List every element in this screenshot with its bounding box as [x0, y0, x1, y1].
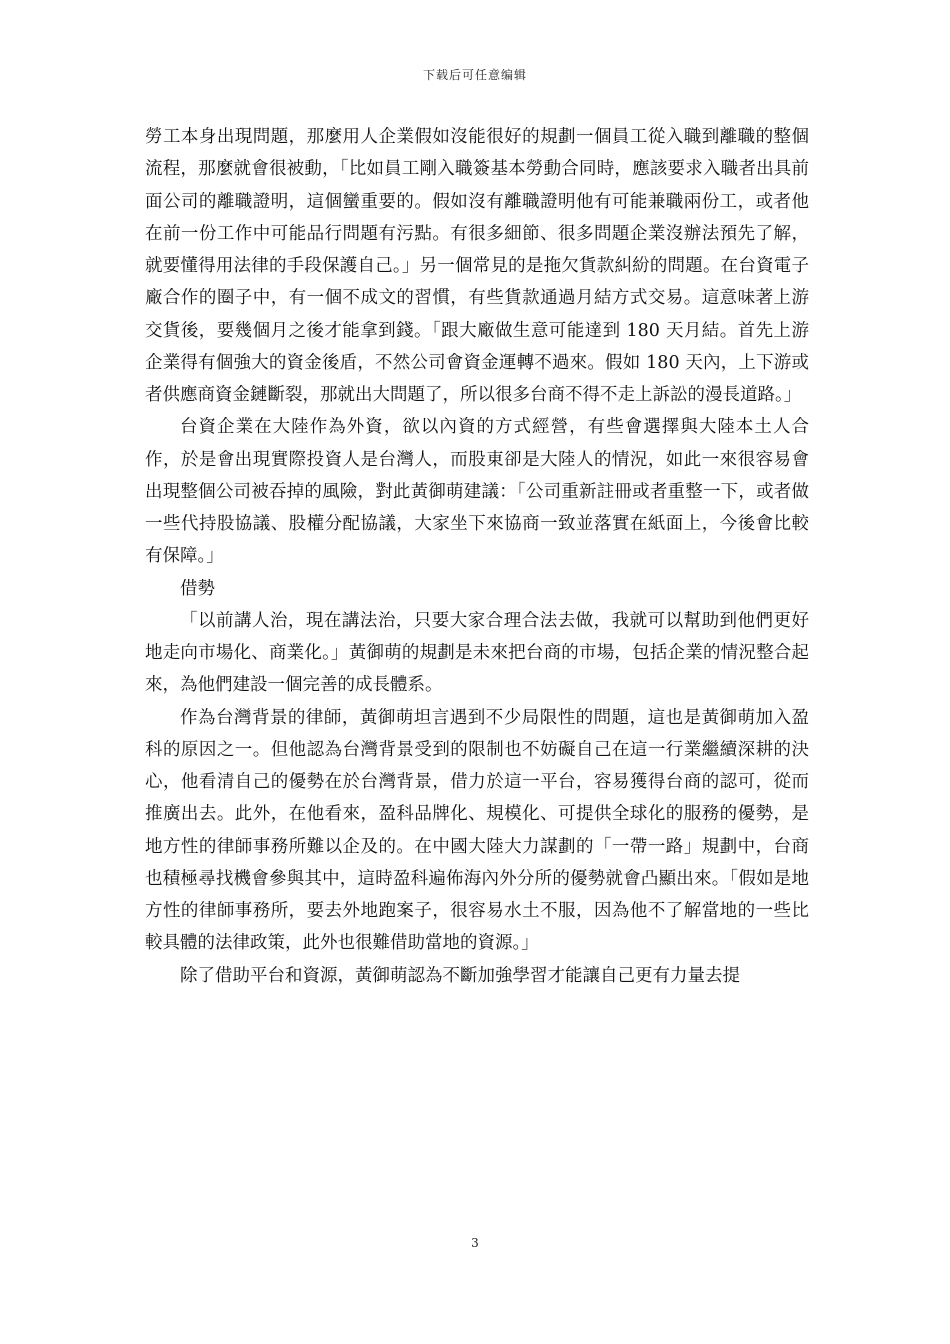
- paragraph-taiwan-background: 作為台灣背景的律師，黃御萌坦言遇到不少局限性的問題，這也是黃御萌加入盈科的原因之一。但他認為台灣背景受到的限制也不妨礙自己在這一行業繼續深耕的決心，他看清自己的優勢在於台灣背景，借力於這一平台，容易獲得台商的認可，從而推廣出去。此外，在他看來，盈科品牌化、規模化、可提供全球化的服務的優勢，是地方性的律師事務所難以企及的。在中國大陸大力謀劃的「一帶一路」規劃中，台商也積極尋找機會參與其中，這時盈科遍佈海內外分所的優勢就會凸顯出來。「假如是地方性的律師事務所，要去外地跑案子，很容易水土不服，因為他不了解當地的一些比較具體的法律政策，此外也很難借助當地的資源。」: [145, 707, 809, 954]
- document-body: [145, 121, 809, 992]
- paragraph-continued: 除了借助平台和資源，黃御萌認為不斷加強學習才能讓自己更有力量去提: [180, 965, 740, 986]
- paragraph-labor-issues: 勞工本身出現問題，那麼用人企業假如沒能很好的規劃一個員工從入職到離職的整個流程，那麼就會很被動，「比如員工剛入職簽基本勞動合同時，應該要求入職者出具前面公司的離職證明，這個蠻重要的。假如沒有離職證明他有可能兼職兩份工，或者他在前一份工作中可能品行問題有污點。有很多細節、很多問題企業沒辦法預先了解，就要懂得用法律的手段保護自己。」另一個常見的是拖欠貨款糾紛的問題。在台資電子廠合作的圈子中，有一個不成文的習慣，有些貨款通過月結方式交易。這意味著上游交貨後，要幾個月之後才能拿到錢。「跟大廠做生意可能達到 180 天月結。首先上游企業得有個強大的資金後盾，不然公司會資金運轉不過來。假如 180 天內，上下游或者供應商資金鏈斷裂，那就出大問題了，所以很多台商不得不走上訴訟的漫長道路。」: [145, 127, 809, 405]
- page-number: 3: [471, 1236, 479, 1250]
- paragraph-rule-of-law: 「以前講人治，現在講法治，只要大家合理合法去做，我就可以幫助到他們更好地走向市場化、商業化。」黃御萌的規劃是未來把台商的市場，包括企業的情況整合起來，為他們建設一個完善的成長體系。: [145, 610, 809, 696]
- section-heading: 借勢: [180, 578, 215, 599]
- paragraph-foreign-investment: 台資企業在大陸作為外資，欲以內資的方式經營，有些會選擇與大陸本土人合作，於是會出現實際投資人是台灣人，而股東卻是大陸人的情況，如此一來很容易會出現整個公司被吞掉的風險，對此黃御萌建議：「公司重新註冊或者重整一下，或者做一些代持股協議、股權分配協議，大家坐下來協商一致並落實在紙面上，今後會比較有保障。」: [145, 417, 809, 567]
- page-header: 下载后可任意编辑: [422, 68, 527, 82]
